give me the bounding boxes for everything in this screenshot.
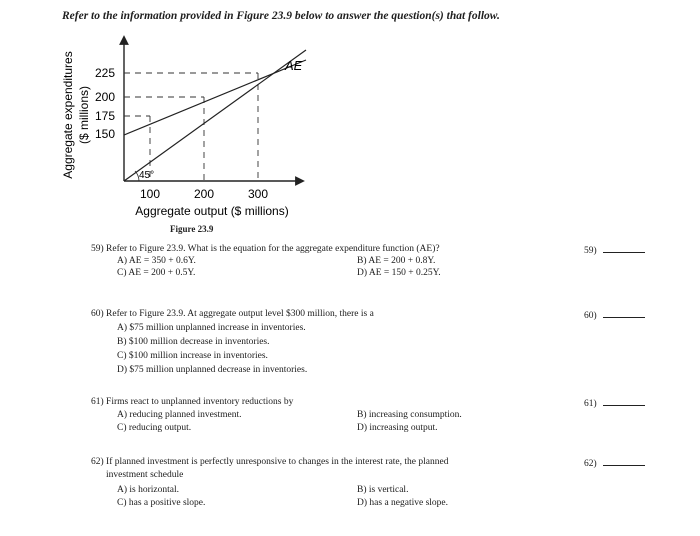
question-59 bbox=[91, 244, 440, 254]
y-axis-title: Aggregate expenditures bbox=[61, 51, 75, 179]
question-number: 62) bbox=[584, 459, 597, 469]
y-tick-labels bbox=[95, 66, 115, 141]
option-d: D) $75 million unplanned decrease in inventories. bbox=[117, 365, 308, 375]
option-b: B) $100 million decrease in inventories. bbox=[117, 337, 270, 347]
answer-blank-60[interactable] bbox=[584, 309, 645, 321]
option-a: A) AE = 350 + 0.6Y. bbox=[117, 256, 196, 266]
answer-blank-61[interactable] bbox=[584, 397, 645, 409]
x-axis-title: Aggregate output ($ millions) bbox=[135, 204, 289, 218]
figure-23-9 bbox=[0, 0, 700, 240]
y-tick-label: 225 bbox=[94, 66, 115, 80]
option-a: A) $75 million unplanned increase in inventories. bbox=[117, 323, 306, 333]
question-stem: 59) Refer to Figure 23.9. What is the equation for the aggregate expenditure function (AE)? bbox=[91, 244, 440, 254]
option-d: D) has a negative slope. bbox=[357, 498, 449, 508]
option-d: D) increasing output. bbox=[357, 423, 438, 433]
line-45-degree bbox=[124, 50, 306, 181]
option-c: C) AE = 200 + 0.5Y. bbox=[117, 268, 196, 278]
angle-label: 45° bbox=[139, 170, 155, 181]
x-tick-label: 300 bbox=[247, 187, 269, 201]
question-61 bbox=[91, 397, 293, 407]
option-b: B) increasing consumption. bbox=[357, 410, 462, 420]
option-c: C) reducing output. bbox=[117, 423, 192, 433]
question-stem-line1: 62) If planned investment is perfectly unresponsive to changes in the interest rate, the planned bbox=[91, 457, 449, 467]
question-62 bbox=[91, 457, 448, 467]
x-tick-labels bbox=[140, 187, 268, 201]
answer-blank-59[interactable] bbox=[584, 244, 645, 256]
y-tick-label: 175 bbox=[94, 109, 115, 123]
option-b: B) is vertical. bbox=[357, 485, 409, 495]
y-tick-label: 150 bbox=[94, 127, 115, 141]
ae-label: AE bbox=[285, 58, 303, 73]
option-a: A) is horizontal. bbox=[117, 485, 180, 495]
question-60 bbox=[91, 309, 374, 319]
question-stem-line2: investment schedule bbox=[106, 470, 184, 480]
question-stem: 60) Refer to Figure 23.9. At aggregate output level $300 million, there is a bbox=[91, 309, 374, 319]
question-number: 59) bbox=[584, 246, 597, 256]
answer-blank-62[interactable] bbox=[584, 457, 645, 469]
y-axis-units: ($ millions) bbox=[77, 85, 91, 145]
line-ae bbox=[124, 60, 306, 135]
x-tick-label: 100 bbox=[139, 187, 161, 201]
y-tick-label: 200 bbox=[94, 90, 115, 104]
intro-text: Refer to the information provided in Figure 23.9 below to answer the question(s) that follow. bbox=[62, 10, 500, 22]
question-number: 60) bbox=[584, 311, 597, 321]
option-c: C) has a positive slope. bbox=[117, 498, 206, 508]
x-tick-label: 200 bbox=[193, 187, 215, 201]
figure-caption: Figure 23.9 bbox=[170, 224, 214, 234]
option-c: C) $100 million increase in inventories. bbox=[117, 351, 268, 361]
question-number: 61) bbox=[584, 399, 597, 409]
option-a: A) reducing planned investment. bbox=[117, 410, 242, 420]
question-stem: 61) Firms react to unplanned inventory reductions by bbox=[91, 397, 294, 407]
option-b: B) AE = 200 + 0.8Y. bbox=[357, 256, 436, 266]
option-d: D) AE = 150 + 0.25Y. bbox=[357, 268, 441, 278]
